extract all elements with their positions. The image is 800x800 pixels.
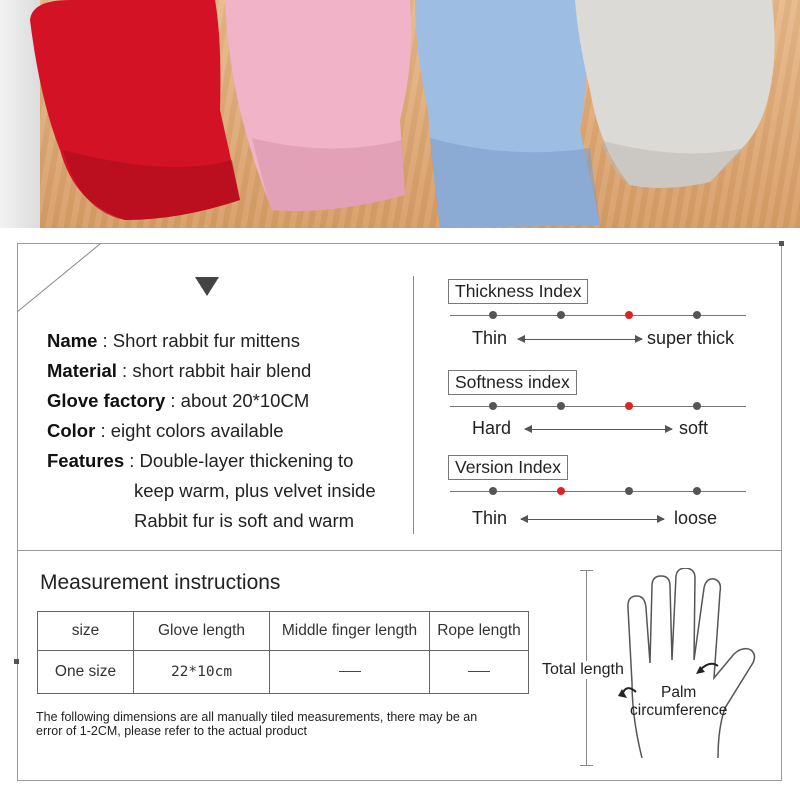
scale-dot bbox=[693, 402, 701, 410]
double-arrow-icon bbox=[525, 429, 672, 430]
scale-dot bbox=[557, 402, 565, 410]
palm-label-line: Palm bbox=[661, 684, 697, 701]
spec-material bbox=[47, 356, 311, 386]
scale-dot bbox=[625, 311, 633, 319]
softness-left-label: Hard bbox=[472, 418, 512, 438]
thickness-right-label: super thick bbox=[647, 328, 735, 348]
spec-color bbox=[47, 416, 284, 446]
scale-dot bbox=[625, 402, 633, 410]
corner-marker bbox=[779, 241, 784, 246]
double-arrow-icon bbox=[518, 339, 642, 340]
table-cell: 22*10cm bbox=[134, 651, 270, 694]
note-line: The following dimensions are all manually tiled measurements, there may be an bbox=[36, 710, 478, 724]
down-triangle-icon bbox=[195, 277, 219, 296]
spec-label: Name bbox=[47, 330, 98, 351]
spec-label: Glove factory bbox=[47, 390, 166, 411]
spec-value: : Short rabbit fur mittens bbox=[97, 330, 300, 351]
version-left-label: Thin bbox=[472, 508, 508, 528]
scale-dot bbox=[489, 402, 497, 410]
column-divider bbox=[413, 276, 414, 534]
table-cell bbox=[270, 651, 430, 694]
gray-mitten bbox=[575, 0, 775, 188]
red-mitten bbox=[30, 0, 240, 220]
measurement-title: Measurement instructions bbox=[40, 571, 281, 594]
table-header: size bbox=[38, 612, 134, 651]
empty-dash bbox=[468, 671, 490, 672]
softness-index-title: Softness index bbox=[448, 370, 577, 395]
spec-features bbox=[47, 446, 353, 476]
table-header: Middle finger length bbox=[270, 612, 430, 651]
spec-name bbox=[47, 326, 300, 356]
total-length-label: Total length bbox=[542, 661, 624, 678]
softness-right-label: soft bbox=[679, 418, 709, 438]
palm-label bbox=[630, 684, 727, 720]
table-header: Glove length bbox=[134, 612, 270, 651]
mittens-illustration bbox=[0, 0, 800, 228]
thickness-left-label: Thin bbox=[472, 328, 508, 348]
hand-outline-icon bbox=[610, 568, 760, 763]
table-header-row bbox=[38, 612, 529, 651]
spec-value: : Double-layer thickening to bbox=[124, 450, 354, 471]
spec-factory bbox=[47, 386, 309, 416]
section-divider bbox=[17, 550, 782, 551]
table-row bbox=[38, 651, 529, 694]
version-right-label: loose bbox=[674, 508, 718, 528]
scale-dot bbox=[693, 487, 701, 495]
spec-value: : about 20*10CM bbox=[165, 390, 310, 411]
corner-diagonal bbox=[16, 243, 101, 313]
spec-label: Color bbox=[47, 420, 96, 441]
spec-features-line2: keep warm, plus velvet inside bbox=[134, 480, 376, 501]
thickness-index-title: Thickness Index bbox=[448, 279, 588, 304]
spec-features-line3: Rabbit fur is soft and warm bbox=[134, 510, 355, 531]
table-header: Rope length bbox=[430, 612, 529, 651]
product-photo bbox=[0, 0, 800, 228]
pink-mitten bbox=[225, 0, 411, 211]
scale-dot bbox=[489, 487, 497, 495]
palm-label-line: circumference bbox=[630, 702, 728, 719]
spec-value: : short rabbit hair blend bbox=[116, 360, 312, 381]
scale-dot bbox=[625, 487, 633, 495]
double-arrow-icon bbox=[521, 519, 664, 520]
blue-mitten bbox=[415, 0, 600, 228]
spec-label: Features bbox=[47, 450, 125, 471]
scale-dot bbox=[693, 311, 701, 319]
corner-marker bbox=[14, 659, 19, 664]
scale-dot bbox=[557, 311, 565, 319]
ruler-tick bbox=[580, 765, 593, 766]
version-index-title: Version Index bbox=[448, 455, 568, 480]
empty-dash bbox=[339, 671, 361, 672]
spec-label: Material bbox=[47, 360, 117, 381]
scale-dot bbox=[489, 311, 497, 319]
ruler-tick bbox=[580, 570, 593, 571]
table-cell bbox=[430, 651, 529, 694]
measurement-note bbox=[36, 710, 477, 738]
note-line: error of 1-2CM, please refer to the actual product bbox=[36, 724, 307, 738]
table-cell: One size bbox=[38, 651, 134, 694]
scale-dot bbox=[557, 487, 565, 495]
spec-value: : eight colors available bbox=[95, 420, 284, 441]
size-table bbox=[37, 611, 529, 694]
